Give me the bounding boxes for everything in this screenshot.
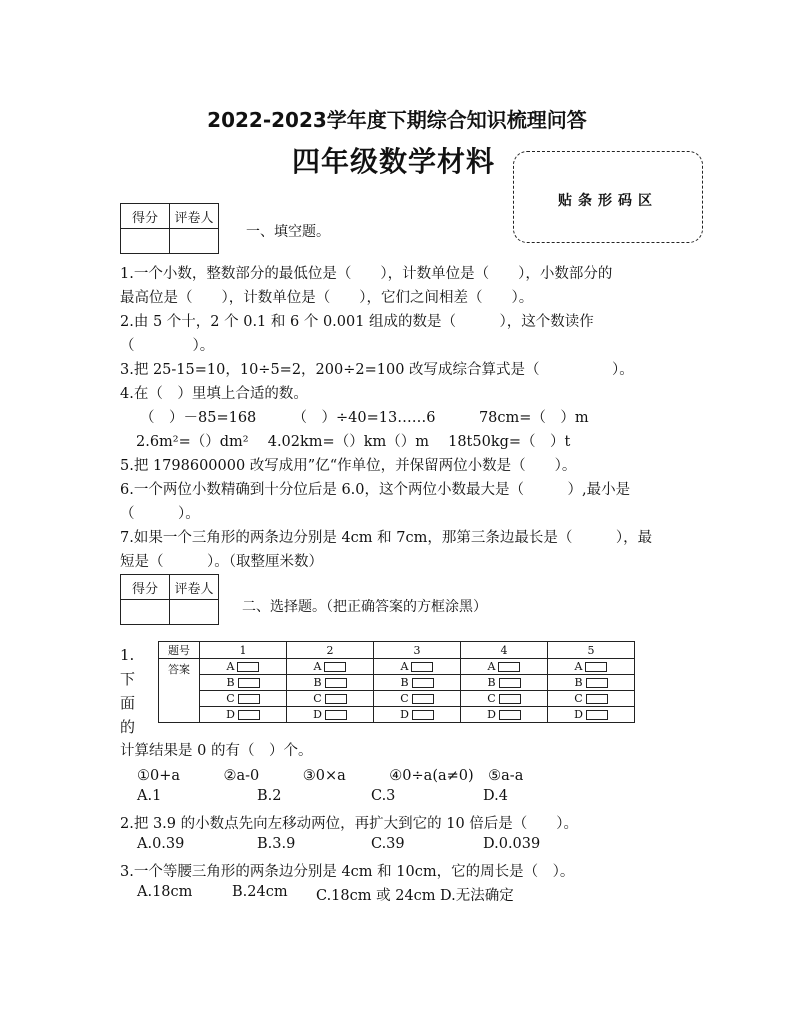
fill-line: 3.把 25-15=10，10÷5=2，200÷2=100 改写成综合算式是（ ）。	[120, 362, 634, 378]
fill-line: 6.一个两位小数精确到十分位后是 6.0，这个两位小数最大是（ ）,最小是	[120, 482, 631, 498]
fill-line: 短是（ ）。（取整厘米数）	[120, 554, 323, 570]
choice: A.18cm	[137, 884, 193, 900]
option-cell[interactable]: D	[461, 707, 548, 723]
score-cell[interactable]	[121, 600, 170, 625]
choice: B.2	[257, 788, 282, 804]
score-box-section2	[120, 574, 219, 625]
question-number-header: 题号	[159, 642, 200, 659]
document-title: 2022-2023学年度下期综合知识梳理问答	[207, 108, 587, 132]
option-cell[interactable]: D	[200, 707, 287, 723]
score-cell[interactable]	[121, 229, 170, 254]
option-cell[interactable]: B	[374, 675, 461, 691]
choice: D.4	[483, 788, 508, 804]
option-cell[interactable]: C	[461, 691, 548, 707]
choice: D.无法确定	[440, 888, 514, 904]
fill-line: 5.把 1798600000 改写成用”亿“作单位，并保留两位小数是（ ）。	[120, 458, 577, 474]
choice: C.3	[371, 788, 396, 804]
fill-line: 4.在（ ）里填上合适的数。	[120, 386, 308, 402]
option-cell[interactable]: C	[287, 691, 374, 707]
answer-grid	[158, 641, 635, 723]
option-cell[interactable]: B	[548, 675, 635, 691]
q1-fragment: 下	[120, 670, 136, 688]
option-cell[interactable]: D	[374, 707, 461, 723]
choice: D.0.039	[483, 836, 541, 852]
grader-cell[interactable]	[170, 229, 219, 254]
grader-label: 评卷人	[170, 204, 219, 229]
document-subtitle: 四年级数学材料	[292, 145, 496, 178]
question-number: 2	[287, 642, 374, 659]
option-cell[interactable]: C	[200, 691, 287, 707]
choice: A.1	[137, 788, 162, 804]
option-cell[interactable]: B	[461, 675, 548, 691]
barcode-label: 贴条形码区	[558, 193, 658, 209]
fill-line: （ ）。	[120, 338, 215, 354]
option-cell[interactable]: C	[374, 691, 461, 707]
option-cell[interactable]: A	[200, 659, 287, 675]
choice: A.0.39	[137, 836, 185, 852]
question-number: 4	[461, 642, 548, 659]
score-label: 得分	[121, 575, 170, 600]
fill-line: （ ）－85=168 （ ）÷40=13……6 78cm=（ ）m	[140, 410, 589, 426]
option-cell[interactable]: A	[461, 659, 548, 675]
choice: B.3.9	[257, 836, 296, 852]
option-cell[interactable]: A	[374, 659, 461, 675]
q1-text: 计算结果是 0 的有（ ）个。	[120, 743, 313, 759]
option-cell[interactable]: D	[287, 707, 374, 723]
option-cell[interactable]: C	[548, 691, 635, 707]
fill-line: 1.一个小数，整数部分的最低位是（ ），计数单位是（ ），小数部分的	[120, 266, 613, 282]
q1-fragment: 面	[120, 694, 136, 712]
q1-fragment: 1.	[120, 646, 135, 664]
q1-items: ①0+a ②a-0 ③0×a ④0÷a(a≠0) ⑤a-a	[137, 768, 524, 784]
score-label: 得分	[121, 204, 170, 229]
section2-heading: 二、选择题。（把正确答案的方框涂黑）	[242, 599, 487, 615]
barcode-area	[513, 151, 703, 243]
option-cell[interactable]: B	[287, 675, 374, 691]
choice: B.24cm	[232, 884, 288, 900]
score-box-section1	[120, 203, 219, 254]
q3-text: 3.一个等腰三角形的两条边分别是 4cm 和 10cm，它的周长是（ ）。	[120, 864, 575, 880]
choice: C.18cm 或 24cm	[316, 888, 436, 904]
q1-fragment: 的	[120, 718, 136, 736]
option-cell[interactable]: A	[548, 659, 635, 675]
section1-heading: 一、填空题。	[246, 224, 330, 240]
fill-line: （ ）。	[120, 506, 200, 522]
question-number: 1	[200, 642, 287, 659]
fill-line: 7.如果一个三角形的两条边分别是 4cm 和 7cm，那第三条边最长是（ ），最	[120, 530, 653, 546]
q2-text: 2.把 3.9 的小数点先向左移动两位，再扩大到它的 10 倍后是（ ）。	[120, 816, 579, 832]
grader-label: 评卷人	[170, 575, 219, 600]
grader-cell[interactable]	[170, 600, 219, 625]
fill-line: 最高位是（ ），计数单位是（ ），它们之间相差（ ）。	[120, 290, 534, 306]
fill-line: 2.由 5 个十，2 个 0.1 和 6 个 0.001 组成的数是（ ），这个数读作	[120, 314, 594, 330]
answer-header: 答案	[159, 659, 200, 723]
option-cell[interactable]: A	[287, 659, 374, 675]
question-number: 3	[374, 642, 461, 659]
fill-line: 2.6m²=（）dm² 4.02km=（）km（）m 18t50kg=（ ）t	[136, 434, 571, 450]
choice: C.39	[371, 836, 405, 852]
option-cell[interactable]: B	[200, 675, 287, 691]
question-number: 5	[548, 642, 635, 659]
option-cell[interactable]: D	[548, 707, 635, 723]
